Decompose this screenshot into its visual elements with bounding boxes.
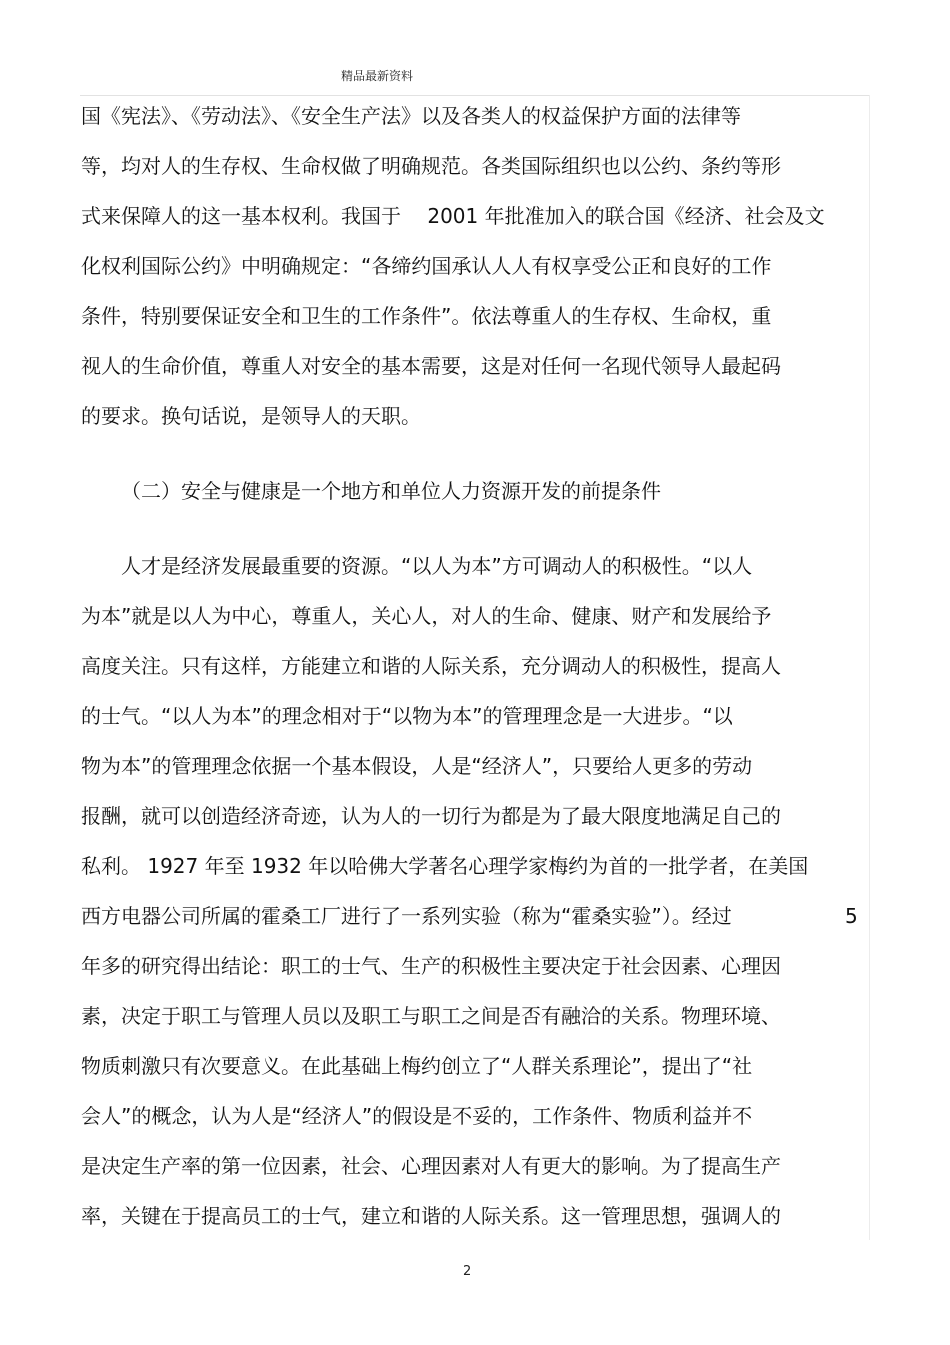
text-line: 人才是经济发展最重要的资源。“以人为本”方可调动人的积极性。“以人 [121,554,753,578]
right-margin-divider [869,95,870,1240]
text-line: 是决定生产率的第一位因素，社会、心理因素对人有更大的影响。为了提高生产 [81,1154,781,1178]
text-line: 年多的研究得出结论：职工的士气、生产的积极性主要决定于社会因素、心理因 [81,954,781,978]
text-line: 的要求。换句话说，是领导人的天职。 [81,404,421,428]
page-number: 2 [463,1264,472,1279]
text-line: 式来保障人的这一基本权利。我国于 2001 年批准加入的联合国《经济、社会及文 [81,204,825,228]
text-line: 等，均对人的生存权、生命权做了明确规范。各类国际组织也以公约、条约等形 [81,154,781,178]
header-divider [80,95,870,96]
text-line: 素，决定于职工与管理人员以及职工与职工之间是否有融洽的关系。物理环境、 [81,1004,781,1028]
text-line: 视人的生命价值，尊重人对安全的基本需要，这是对任何一名现代领导人最起码 [81,354,781,378]
text-line: 物质刺激只有次要意义。在此基础上梅约创立了“人群关系理论”，提出了“社 [81,1054,753,1078]
text-line: 条件，特别要保证安全和卫生的工作条件”。依法尊重人的生存权、生命权，重 [81,304,772,328]
header-title: 精品最新资料 [341,69,414,83]
text-line: 率，关键在于提高员工的士气，建立和谐的人际关系。这一管理思想，强调人的 [81,1204,781,1228]
text-line: 高度关注。只有这样，方能建立和谐的人际关系，充分调动人的积极性，提高人 [81,654,781,678]
text-line: 私利。 1927 年至 1932 年以哈佛大学著名心理学家梅约为首的一批学者，在美国 [81,854,809,878]
text-line: 西方电器公司所属的霍桑工厂进行了一系列实验（称为“霍桑实验”）。经过 [81,904,732,928]
text-line: 报酬，就可以创造经济奇迹，认为人的一切行为都是为了最大限度地满足自己的 [81,804,781,828]
section-heading: （二）安全与健康是一个地方和单位人力资源开发的前提条件 [121,479,661,503]
text-line: 会人”的概念，认为人是“经济人”的假设是不妥的，工作条件、物质利益并不 [81,1104,753,1128]
text-line: 的士气。“以人为本”的理念相对于“以物为本”的管理理念是一大进步。“以 [81,704,733,728]
text-line: 化权利国际公约》中明确规定：“各缔约国承认人人有权享受公正和良好的工作 [81,254,772,278]
text-line: 物为本”的管理理念依据一个基本假设，人是“经济人”，只要给人更多的劳动 [81,754,753,778]
text-line: 为本”就是以人为中心，尊重人，关心人，对人的生命、健康、财产和发展给予 [81,604,772,628]
text-line: 国《宪法》、《劳动法》、《安全生产法》以及各类人的权益保护方面的法律等 [81,104,741,128]
margin-number: 5 [845,904,858,928]
